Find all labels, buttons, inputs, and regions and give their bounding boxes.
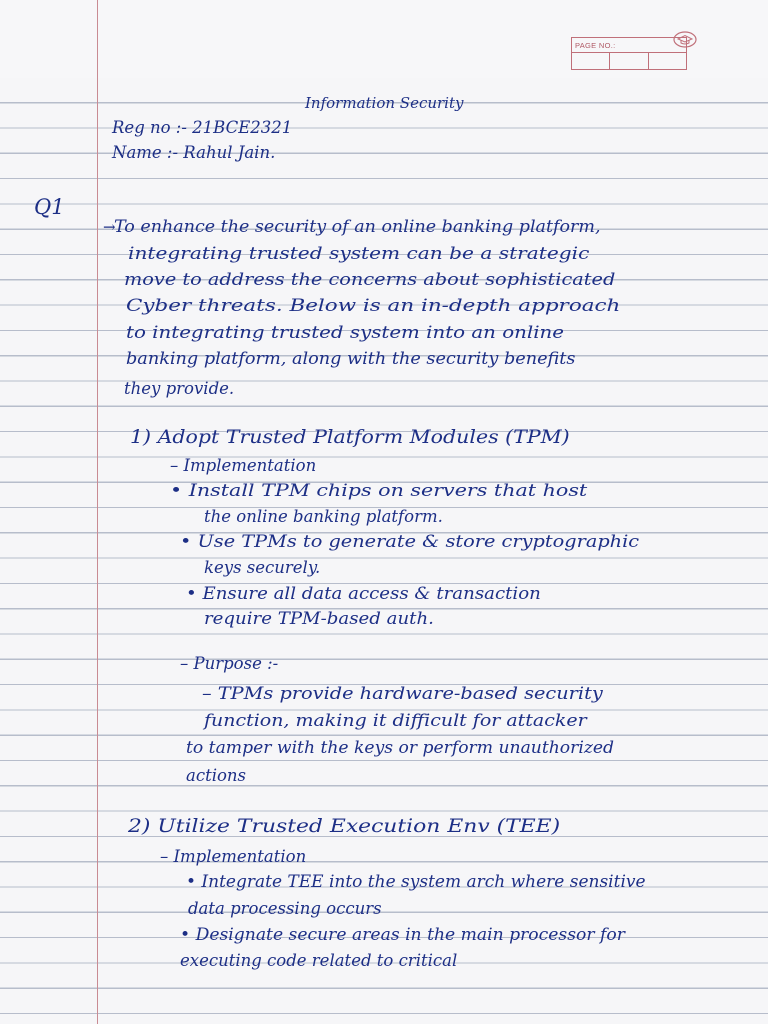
section1-point: keys securely. bbox=[204, 558, 321, 577]
student-name: Name :- Rahul Jain. bbox=[112, 143, 276, 162]
section1-point: • Ensure all data access & transaction bbox=[186, 584, 541, 603]
section1-purpose-label: – Purpose :- bbox=[180, 654, 279, 673]
section1-purpose-line: to tamper with the keys or perform unauthorized bbox=[186, 738, 615, 757]
section1-point: • Install TPM chips on servers that host bbox=[170, 481, 588, 500]
intro-line: To enhance the security of an online banking platform, bbox=[114, 217, 601, 236]
section1-point: the online banking platform. bbox=[204, 507, 443, 526]
section2-heading: 2) Utilize Trusted Execution Env (TEE) bbox=[128, 815, 561, 837]
section1-point: require TPM-based auth. bbox=[204, 609, 434, 628]
reg-no: Reg no :- 21BCE2321 bbox=[112, 118, 293, 137]
intro-line: banking platform, along with the security benefits bbox=[126, 349, 576, 368]
section2-implementation-label: – Implementation bbox=[160, 847, 307, 866]
notebook-logo-icon bbox=[673, 31, 697, 48]
section1-heading: 1) Adopt Trusted Platform Modules (TPM) bbox=[130, 426, 570, 448]
section2-point: • Integrate TEE into the system arch where sensitive bbox=[186, 872, 646, 891]
intro-line: move to address the concerns about sophisticated bbox=[124, 270, 616, 289]
intro-line: integrating trusted system can be a strategic bbox=[128, 244, 590, 263]
section2-point: data processing occurs bbox=[188, 899, 382, 918]
arrow-right-icon: → bbox=[103, 218, 116, 236]
section1-purpose-line: – TPMs provide hardware-based security bbox=[202, 684, 603, 703]
page-number-box bbox=[571, 37, 687, 70]
section1-point: • Use TPMs to generate & store cryptographic bbox=[180, 532, 640, 551]
page-number-label: PAGE NO.: bbox=[575, 41, 616, 50]
section1-implementation-label: – Implementation bbox=[170, 456, 317, 475]
section2-point: • Designate secure areas in the main processor for bbox=[180, 925, 625, 944]
intro-line: they provide. bbox=[124, 379, 235, 398]
intro-line: Cyber threats. Below is an in-depth approach bbox=[126, 296, 621, 315]
margin-line bbox=[97, 0, 98, 1024]
section2-point: executing code related to critical bbox=[180, 951, 458, 970]
intro-line: to integrating trusted system into an online bbox=[126, 323, 565, 342]
page-number-cells bbox=[572, 52, 686, 69]
question-label: Q1 bbox=[34, 195, 65, 219]
page-title: Information Security bbox=[305, 94, 464, 112]
section1-purpose-line: function, making it difficult for attacker bbox=[204, 711, 587, 730]
section1-purpose-line: actions bbox=[186, 766, 247, 785]
